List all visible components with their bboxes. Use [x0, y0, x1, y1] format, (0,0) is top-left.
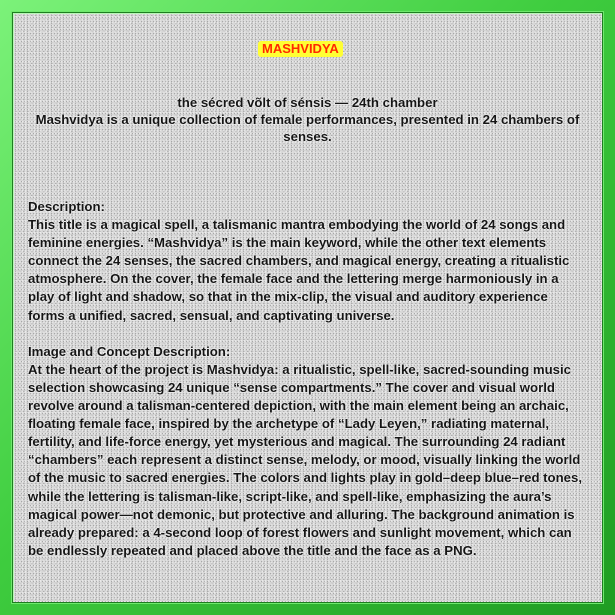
description-heading: Description: [28, 199, 105, 214]
intro-text: Mashvidya is a unique collection of female performances, presented in 24 chambers of senses. [35, 112, 580, 144]
title-badge: MASHVIDYA [258, 41, 343, 57]
subtitle: the sécred võlt of sénsis — 24th chamber [177, 95, 438, 110]
paragraph-gap [28, 325, 588, 343]
concept-heading: Image and Concept Description: [28, 343, 231, 359]
description-text: This title is a magical spell, a talismanic mantra embodying the world of 24 songs and feminine energies. “Mashvidya” is the main keyword, while the other text elements connect the 24 senses, the sacred chambers, and magical energy, creating a ritualistic atmosphere. On the cover, the female face and the lettering merge harmoniously in a play of light and shadow, so that in the mix-clip, the visual and auditory experience forms a unified, sacred, sensual, and captivating universe. [28, 217, 570, 323]
description-block [28, 198, 588, 560]
concept-text: At the heart of the project is Mashvidya: a ritualistic, spell-like, sacred-sounding music selection showcasing 24 unique “sense compartments.” The cover and visual world revolve around a talisman-centered depiction, with the main element being an archaic, floating female face, inspired by the archetype of “Lady Leyen,” radiating maternal, fertility, and life-force energy, yet mysterious and magical. The surrounding 24 radiant “chambers” each represent a distinct sense, melody, or mood, visually linking the world of the music to sacred energies. The colors and lights play in gold–deep blue–red tones, while the lettering is talisman-like, script-like, and spell-like, emphasizing the aura’s magical power—not demonic, but protective and alluring. The background animation is already prepared: a 4-second loop of forest flowers and sunlight movement, which can be endlessly repeated and placed above the title and the face as a PNG. [28, 361, 582, 558]
